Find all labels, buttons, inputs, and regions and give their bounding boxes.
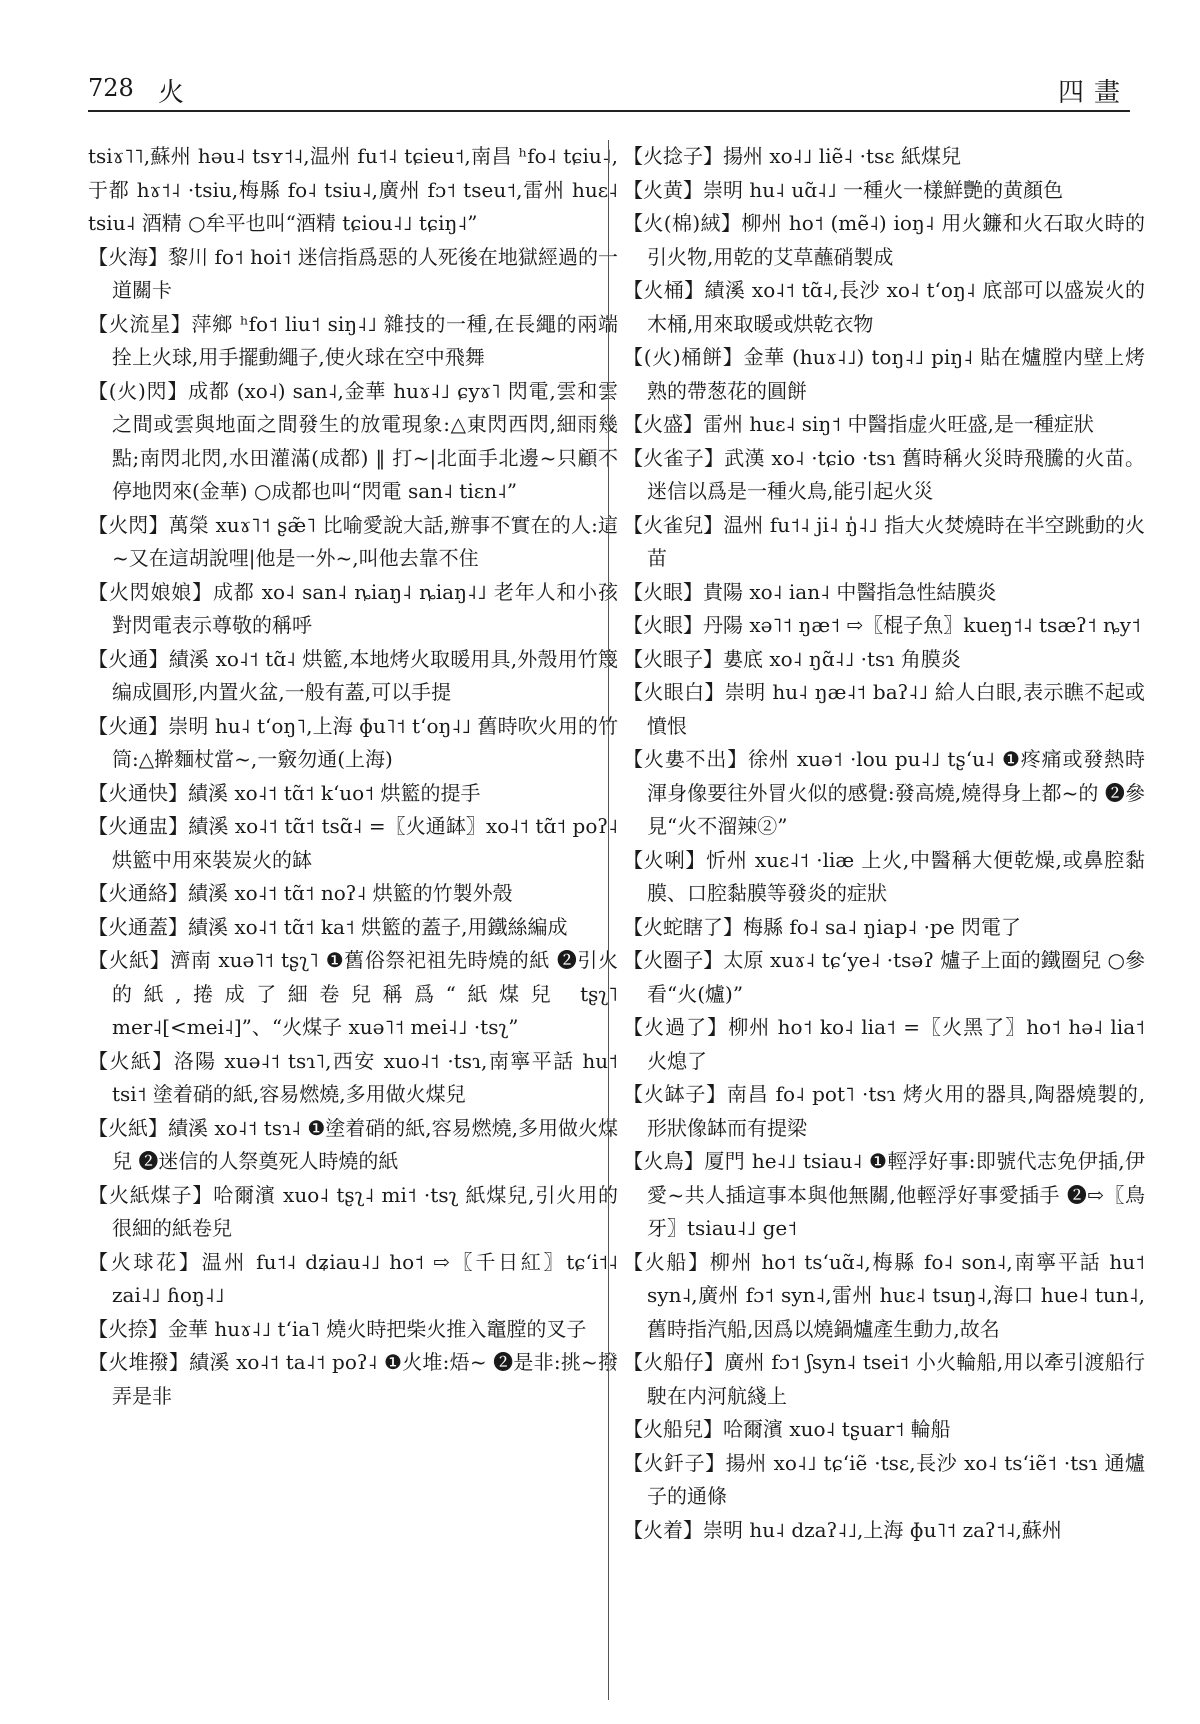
dictionary-entry: 【火眼子】婁底 xo˨ ŋɑ̃˨˩ ·tsɿ 角膜炎 [623,646,961,671]
page-header [88,70,1130,112]
dictionary-entry: 【火捺】金華 huɤ˨˩ tʻia˥ 燒火時把柴火推入竈膛的叉子 [88,1316,587,1341]
right-column [608,140,1145,1700]
dictionary-entry: 【火紙】洛陽 xuə˨˦ tsɿ˥,西安 xuo˨˦ ·tsɿ,南寧平話 hu˦ tsi˦ 塗着硝的紙,容易燃燒,多用做火煤兒 [88,1048,618,1106]
dictionary-entry: 【火紙煤子】哈爾濱 xuo˨ tʂʅ˨ mi˦ ·tsʅ 紙煤兒,引火用的很細的紙卷兒 [88,1182,618,1240]
dictionary-entry: 【火球花】温州 fu˦˨ dʑiau˨˩ ho˦ ⇨〖千日紅〗tɕʻi˦˨ zai˨˩ ɦoŋ˨˩ [88,1249,618,1307]
dictionary-entry: 【火通盅】績溪 xo˨˦ tɑ̃˦ tsɑ̃˨ =〖火通缽〗xo˨˦ tɑ̃˦ poʔ˨ 烘籃中用來裝炭火的缽 [88,814,618,872]
dictionary-entry: 【火通快】績溪 xo˨˦ tɑ̃˦ kʻuo˦ 烘籃的提手 [88,780,481,805]
left-column [88,140,618,1700]
dictionary-entry: 【火閃】萬榮 xuɤ˥˦ ʂæ̃˥ 比喻愛說大話,辦事不實在的人:這~又在這胡說哩|他是一外~,叫他去靠不住 [88,512,618,570]
dictionary-entry: 【火釺子】揚州 xo˨˩ tɕʻiẽ ·tsɛ,長沙 xo˨ tsʻiẽ˦ ·tsɿ 通爐子的通條 [623,1450,1145,1508]
dictionary-entry: 【火眼白】崇明 hu˨ ŋæ˨˦ baʔ˨˩ 給人白眼,表示瞧不起或憤恨 [623,680,1145,738]
dictionary-entry: 【火雀兒】温州 fu˦˨ ji˨ ŋ̍˨˩ 指大火焚燒時在半空跳動的火苗 [623,512,1145,570]
dictionary-entry: 【火紙】績溪 xo˨˦ tsɿ˨ ❶塗着硝的紙,容易燃燒,多用做火煤兒 ❷迷信的人祭奠死人時燒的紙 [88,1115,618,1173]
dictionary-entry: 【火通蓋】績溪 xo˨˦ tɑ̃˦ ka˦ 烘籃的蓋子,用鐵絲編成 [88,914,568,939]
page-number: 728 [88,74,134,102]
dictionary-entry: 【火雀子】武漢 xo˨ ·tɕio ·tsɿ 舊時稱火災時飛騰的火苗。迷信以爲是一種火鳥,能引起火災 [623,445,1145,503]
dictionary-entry: 【火着】崇明 hu˨ dzaʔ˨˩,上海 ɸu˥˦ zaʔ˦˨,蘇州 [623,1517,1062,1542]
dictionary-entry: 【火船仔】廣州 fɔ˦ ʃsyn˨ tsei˦ 小火輪船,用以牽引渡船行駛在内河航綫上 [623,1350,1145,1408]
dictionary-entry: 【火通絡】績溪 xo˨˦ tɑ̃˦ noʔ˨ 烘籃的竹製外殼 [88,881,513,905]
dictionary-entry: 【火唎】忻州 xuɛ˨˦ ·liæ 上火,中醫稱大便乾燥,或鼻腔黏膜、口腔黏膜等發炎的症狀 [623,847,1145,905]
dictionary-entry: 【火堆撥】績溪 xo˨˦ ta˨˦ poʔ˨ ❶火堆:焐~ ❷是非:挑~撥弄是非 [88,1350,618,1408]
dictionary-entry: 【火船】柳州 ho˦ tsʻuɑ̃˨,梅縣 fo˨ son˨,南寧平話 hu˦ syn˨,廣州 fɔ˦ syn˨,雷州 huɛ˨ tsuŋ˨,海口 hue˨ tun˨,舊時指汽船,因爲以燒鍋爐產生動力,故名 [623,1249,1145,1341]
stroke-count: 四畫 [1057,78,1130,108]
dictionary-entry: 【火紙】濟南 xuə˥˦ tʂʅ˥ ❶舊俗祭祀祖先時燒的紙 ❷引火的紙,捲成了細卷兒稱爲“紙煤兒 tʂʅ˥ mer˨[<mei˨]”、“火煤子 xuə˥˦ mei˨˩ ·tsʅ” [88,948,618,1039]
dictionary-entry: 【火閃娘娘】成都 xo˨ san˨ ȵiaŋ˨ ȵiaŋ˨˩ 老年人和小孩對閃電表示尊敬的稱呼 [88,579,618,637]
dictionary-entry: 【火眼】貴陽 xo˨ ian˨ 中醫指急性結膜炎 [623,579,997,604]
dictionary-entry: 【火婁不出】徐州 xuə˦ ·lou pu˨˩ tʂʻu˨ ❶疼痛或發熱時渾身像要往外冒火似的感覺:發高燒,燒得身上都~的 ❷參見“火不溜辣②” [623,747,1145,838]
head-character: 火 [158,78,185,108]
entry-continuation: tsiɤ˥˥,蘇州 həu˨ tsʏ˦˨,温州 fu˦˨ tɕieu˦,南昌 ʰfo˨ tɕiu˨,于都 hɤ˦˨ ·tsiu,梅縣 fo˨ tsiu˨,廣州 fɔ˦ tseu˦,雷州 huɛ˨ tsiu˨ 酒精 ○牟平也叫“酒精 tɕiou˨˩ tɕiŋ˨” [88,144,618,235]
dictionary-entry: 【火桶】績溪 xo˨˦ tɑ̃˨,長沙 xo˨ tʻoŋ˨ 底部可以盛炭火的木桶,用來取暖或烘乾衣物 [623,278,1145,336]
dictionary-entry: 【火船兒】哈爾濱 xuo˨ tʂuar˦ 輪船 [623,1417,951,1441]
dictionary-entry: 【火過了】柳州 ho˦ ko˨ lia˦ =〖火黑了〗ho˦ hə˨ lia˦ 火熄了 [623,1015,1145,1073]
dictionary-entry: 【(火)閃】成都 (xo˨) san˨,金華 huɤ˨˩ ɕyɤ˥ 閃電,雲和雲之間或雲與地面之間發生的放電現象:△東閃西閃,細雨幾點;南閃北閃,水田灌滿(成都) ‖ 打~|北面手北邊~只顧不停地閃來(金華) ○成都也叫“閃電 san˨ tiɛn˨” [88,378,618,503]
dictionary-entry: 【火(棉)絨】柳州 ho˦ (mẽ˨) ioŋ˨ 用火鐮和火石取火時的引火物,用乾的艾草蘸硝製成 [623,211,1145,269]
dictionary-entry: 【火缽子】南昌 fo˨ pot˥ ·tsɿ 烤火用的器具,陶器燒製的,形狀像缽而有提梁 [623,1082,1145,1140]
dictionary-entry: 【火盛】雷州 huɛ˨ siŋ˦ 中醫指虚火旺盛,是一種症狀 [623,412,1094,436]
dictionary-entry: 【火通】績溪 xo˨˦ tɑ̃˨ 烘籃,本地烤火取暖用具,外殼用竹篾编成圓形,内置火盆,一般有蓋,可以手提 [88,646,618,704]
dictionary-entry: 【火眼】丹陽 xə˥˦ ŋæ˦ ⇨〖棍子魚〗kueŋ˦˨ tsæʔ˦ ȵy˦ [623,613,1141,637]
dictionary-entry: 【火圈子】太原 xuɤ˨ tɕʻye˨ ·tsəʔ 爐子上面的鐵圈兒 ○參看“火(爐)” [623,948,1145,1006]
dictionary-entry: 【火捻子】揚州 xo˨˩ liẽ˨ ·tsɛ 紙煤兒 [623,144,961,168]
dictionary-entry: 【火蛇瞎了】梅縣 fo˨ sa˨ ŋiap˨ ·pe 閃電了 [623,914,1022,939]
dictionary-entry: 【火鳥】厦門 he˨˩ tsiau˨ ❶輕浮好事:即號代志免伊插,伊愛~共人插這事本與他無關,他輕浮好事愛插手 ❷⇨〖鳥牙〗tsiau˨˩ ge˦ [623,1149,1145,1240]
dictionary-entry: 【火黄】崇明 hu˨ uɑ̃˨˩ 一種火一樣鮮艷的黄顏色 [623,177,1064,202]
dictionary-entry: 【火通】崇明 hu˨ tʻoŋ˥,上海 ɸu˥˦ tʻoŋ˨˩ 舊時吹火用的竹筒:△擀麵杖當~,一竅勿通(上海) [88,713,618,771]
dictionary-entry: 【火海】黎川 fo˦ hoi˦ 迷信指爲惡的人死後在地獄經過的一道關卡 [88,244,618,302]
dictionary-entry: 【火流星】萍鄉 ʰfo˦ liu˦ siŋ˨˩ 雜技的一種,在長繩的兩端拴上火球,用手擺動繩子,使火球在空中飛舞 [88,311,618,369]
dictionary-entry: 【(火)桶餅】金華 (huɤ˨˩) toŋ˨˩ piŋ˨ 貼在爐膛内壁上烤熟的帶葱花的圓餅 [623,345,1145,403]
